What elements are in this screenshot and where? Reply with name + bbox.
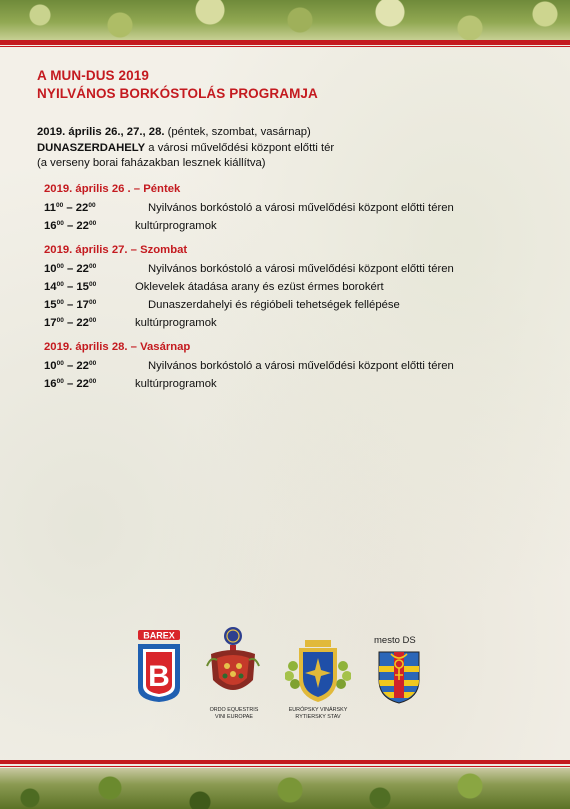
europsky-vinarsky-crest [285,640,351,704]
intro-note: (a verseny borai faházakban lesznek kiállítva) [37,157,266,169]
grape-photo-bottom-band [0,768,570,809]
bottom-red-rule [0,760,570,764]
mesto-ds-coat-of-arms [377,650,421,704]
schedule-row [44,375,564,393]
intro-place-bold: DUNASZERDAHELY [37,141,146,154]
top-red-rule [0,40,570,45]
ordo-equestris-crest [205,626,261,704]
day-sunday [44,339,564,393]
intro-place-rest: a városi művelődési központ előtti tér [145,141,335,154]
title-line-2: NYILVÁNOS BORKÓSTOLÁS PROGRAMJA [37,86,318,101]
time-range: $10^{00} - 22^{00}$ [44,263,97,275]
time-range: $16^{00} - 22^{00}$ [44,378,97,390]
time-range: $17^{00} - 22^{00}$ [44,317,97,329]
barex-letter: B [148,660,170,693]
event-description: kultúrprogramok [135,220,217,232]
day-saturday [44,242,564,332]
sponsor-logos [0,620,570,740]
intro-dates [37,125,334,141]
intro-place [37,141,334,157]
schedule-row [44,357,564,375]
event-description: Dunaszerdahelyi és régióbeli tehetségek fellépése [148,299,400,311]
event-description: Nyilvános borkóstoló a városi művelődési központ előtti téren [148,202,454,214]
time-range: $15^{00} - 17^{00}$ [44,299,97,311]
event-description: Oklevelek átadása arany és ezüst érmes borokért [135,281,384,293]
barex-logo [134,630,184,702]
barex-wordmark: BAREX [143,630,175,641]
schedule-row [44,278,564,296]
time-range: $14^{00} - 15^{00}$ [44,281,97,293]
mesto-label: mesto DS [374,635,416,646]
intro-dates-rest: (péntek, szombat, vasárnap) [164,126,311,138]
time-range: $10^{00} - 22^{00}$ [44,360,97,372]
ordo-caption: ORDO EQUESTRIS VINI EUROPAE [209,707,259,720]
bottom-red-hairline [0,766,570,767]
schedule-row [44,199,564,217]
intro-dates-bold: 2019. április 26., 27., 28. [37,126,165,138]
event-description: kultúrprogramok [135,317,217,329]
schedule-row [44,314,564,332]
day-heading: 2019. április 26 . – Péntek [44,183,181,195]
schedule-row [44,217,564,235]
time-range: $11^{00} - 22^{00}$ [44,202,96,214]
event-description: Nyilvános borkóstoló a városi művelődési központ előtti téren [148,360,454,372]
schedule-row [44,260,564,278]
time-range: $16^{00} - 22^{00}$ [44,220,97,232]
title-line-1: A MUN-DUS 2019 [37,68,149,83]
day-heading: 2019. április 27. – Szombat [44,244,188,256]
day-heading: 2019. április 28. – Vasárnap [44,341,191,353]
day-friday [44,181,564,235]
page-title [37,67,318,103]
intro-block [37,125,334,172]
event-description: Nyilvános borkóstoló a városi művelődési központ előtti téren [148,263,454,275]
schedule-row [44,296,564,314]
top-red-hairline [0,46,570,47]
europsky-caption: EURÓPSKY VINÁRSKY RYTIERSKY STAV [288,707,348,720]
event-description: kultúrprogramok [135,378,217,390]
grape-photo-top-band [0,0,570,40]
